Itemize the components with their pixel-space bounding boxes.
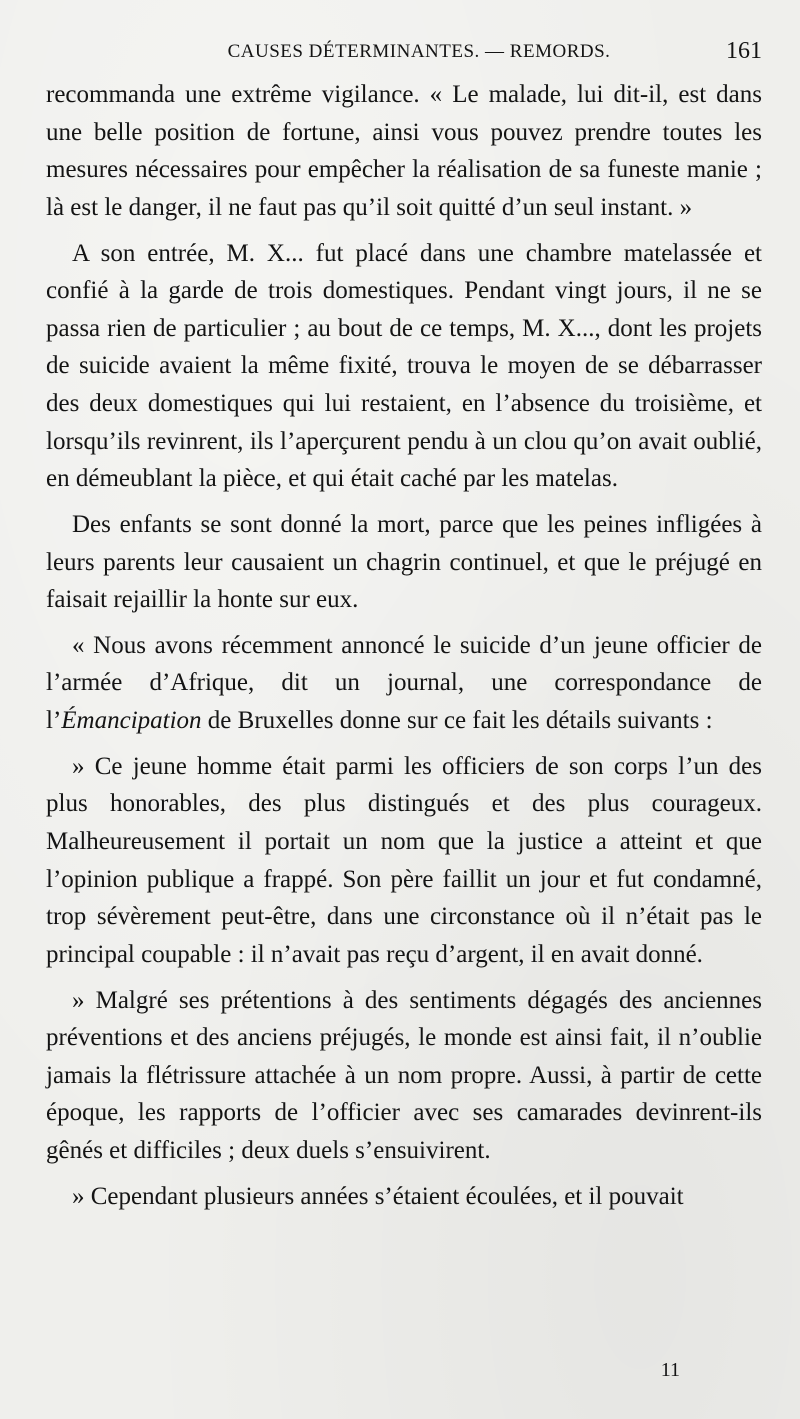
body-text [46, 76, 762, 1224]
signature-mark: 11 [660, 1359, 680, 1381]
page-number: 161 [726, 38, 762, 64]
paragraph-3: Des enfants se sont donné la mort, parce que les peines infligées à leurs parents leur causaient un chagrin continuel, et que le préjugé en faisait rejaillir la honte sur eux. [46, 510, 762, 614]
paragraph-1: recommanda une extrême vigilance. « Le malade, lui dit-il, est dans une belle position de fortune, ainsi vous pouvez prendre toutes les mesures nécessaires pour empêcher la réalisation de sa funeste manie ; là est le danger, il ne faut pas qu’il soit quitté d’un seul instant. » [46, 81, 762, 221]
paragraph-4-end: de Bruxelles donne sur ce fait les détails suivants : [201, 707, 713, 735]
paragraph-4-start: « Nous avons récemment annoncé le suicide d’un jeune officier de l’armée d’Afrique, dit un journal, une correspondance de l’ [46, 631, 762, 735]
paragraph-5: » Ce jeune homme était parmi les officiers de son corps l’un des plus honorables, des plus distingués et des plus courageux. Malheureusement il portait un nom que la justice a atteint et que l’opinion publique a frappé. Son père faillit un jour et fut condamné, trop sévèrement peut-être, dans une circonstance où il n’était pas le principal coupable : il n’avait pas reçu d’argent, il en avait donné. [46, 752, 762, 968]
running-head: CAUSES DÉTERMINANTES. — REMORDS. [227, 41, 611, 62]
journal-title: Émancipation [61, 707, 202, 735]
paragraph-7: » Cependant plusieurs années s’étaient écoulées, et il pouvait [72, 1182, 684, 1210]
page-header [46, 38, 762, 70]
paragraph-6: » Malgré ses prétentions à des sentiments dégagés des anciennes préventions et des anciens préjugés, le monde est ainsi fait, il n’oublie jamais la flétrissure attachée à un nom propre. Aussi, à partir de cette époque, les rapports de l’officier avec ses camarades devinrent-ils gênés et difficiles ; deux duels s’ensuivirent. [46, 986, 762, 1164]
paragraph-4 [46, 627, 762, 740]
paragraph-2: A son entrée, M. X... fut placé dans une chambre matelassée et confié à la garde de trois domestiques. Pendant vingt jours, il ne se passa rien de particulier ; au bout de ce temps, M. X..., dont les projets de suicide avaient la même fixité, trouva le moyen de se débarrasser des deux domestiques qui lui restaient, en l’absence du troisième, et lorsqu’ils revinrent, ils l’aperçurent pendu à un clou qu’on avait oublié, en démeublant la pièce, et qui était caché par les matelas. [46, 239, 762, 493]
